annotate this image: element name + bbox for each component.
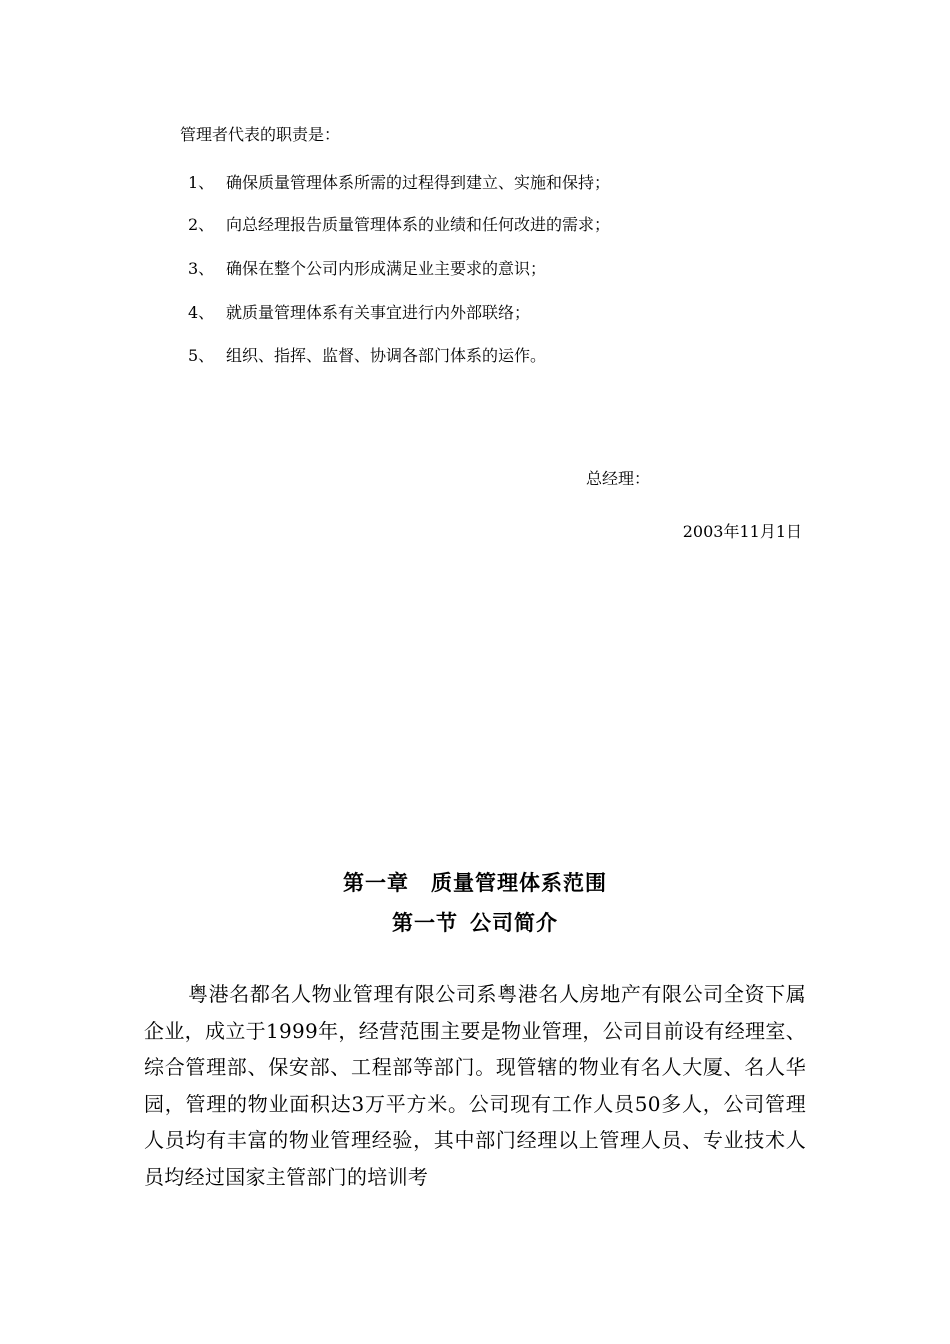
duty-text: 就质量管理体系有关事宜进行内外部联络； [226, 303, 531, 322]
chapter-number: 第一章 [343, 870, 409, 895]
duty-text: 确保在整个公司内形成满足业主要求的意识； [226, 259, 547, 278]
duty-text: 向总经理报告质量管理体系的业绩和任何改进的需求； [226, 215, 611, 234]
signature-date: 2003年11月1日 [682, 522, 802, 541]
duty-item-4 [188, 301, 530, 325]
section-title: 公司简介 [470, 910, 558, 935]
company-intro-paragraph: 粤港名都名人物业管理有限公司系粤港名人房地产有限公司全资下属企业，成立于1999年，经营范围主要是物业管理，公司目前设有经理室、综合管理部、保安部、工程部等部门。现管辖的物业有名人大厦、名人华园，管理的物业面积达3万平方米。公司现有工作人员50多人，公司管理人员均有丰富的物业管理经验，其中部门经理以上管理人员、专业技术人员均经过国家主管部门的培训考 [144, 982, 806, 1189]
duty-item-2 [188, 213, 610, 237]
general-manager-label: 总经理： [586, 469, 651, 488]
duty-number: 2、 [188, 215, 215, 234]
duty-number: 4、 [188, 303, 215, 322]
section-heading [0, 908, 950, 938]
chapter-title: 质量管理体系范围 [431, 870, 607, 895]
duty-item-5 [188, 344, 546, 368]
duty-number: 3、 [188, 259, 215, 278]
duty-text: 确保质量管理体系所需的过程得到建立、实施和保持； [226, 173, 611, 192]
chapter-heading [0, 868, 950, 898]
duty-number: 1、 [188, 173, 215, 192]
duties-intro: 管理者代表的职责是： [180, 125, 341, 144]
section-number: 第一节 [392, 910, 458, 935]
duty-item-3 [188, 257, 546, 281]
duty-text: 组织、指挥、监督、协调各部门体系的运作。 [226, 346, 547, 365]
duty-number: 5、 [188, 346, 215, 365]
duty-item-1 [188, 171, 610, 195]
